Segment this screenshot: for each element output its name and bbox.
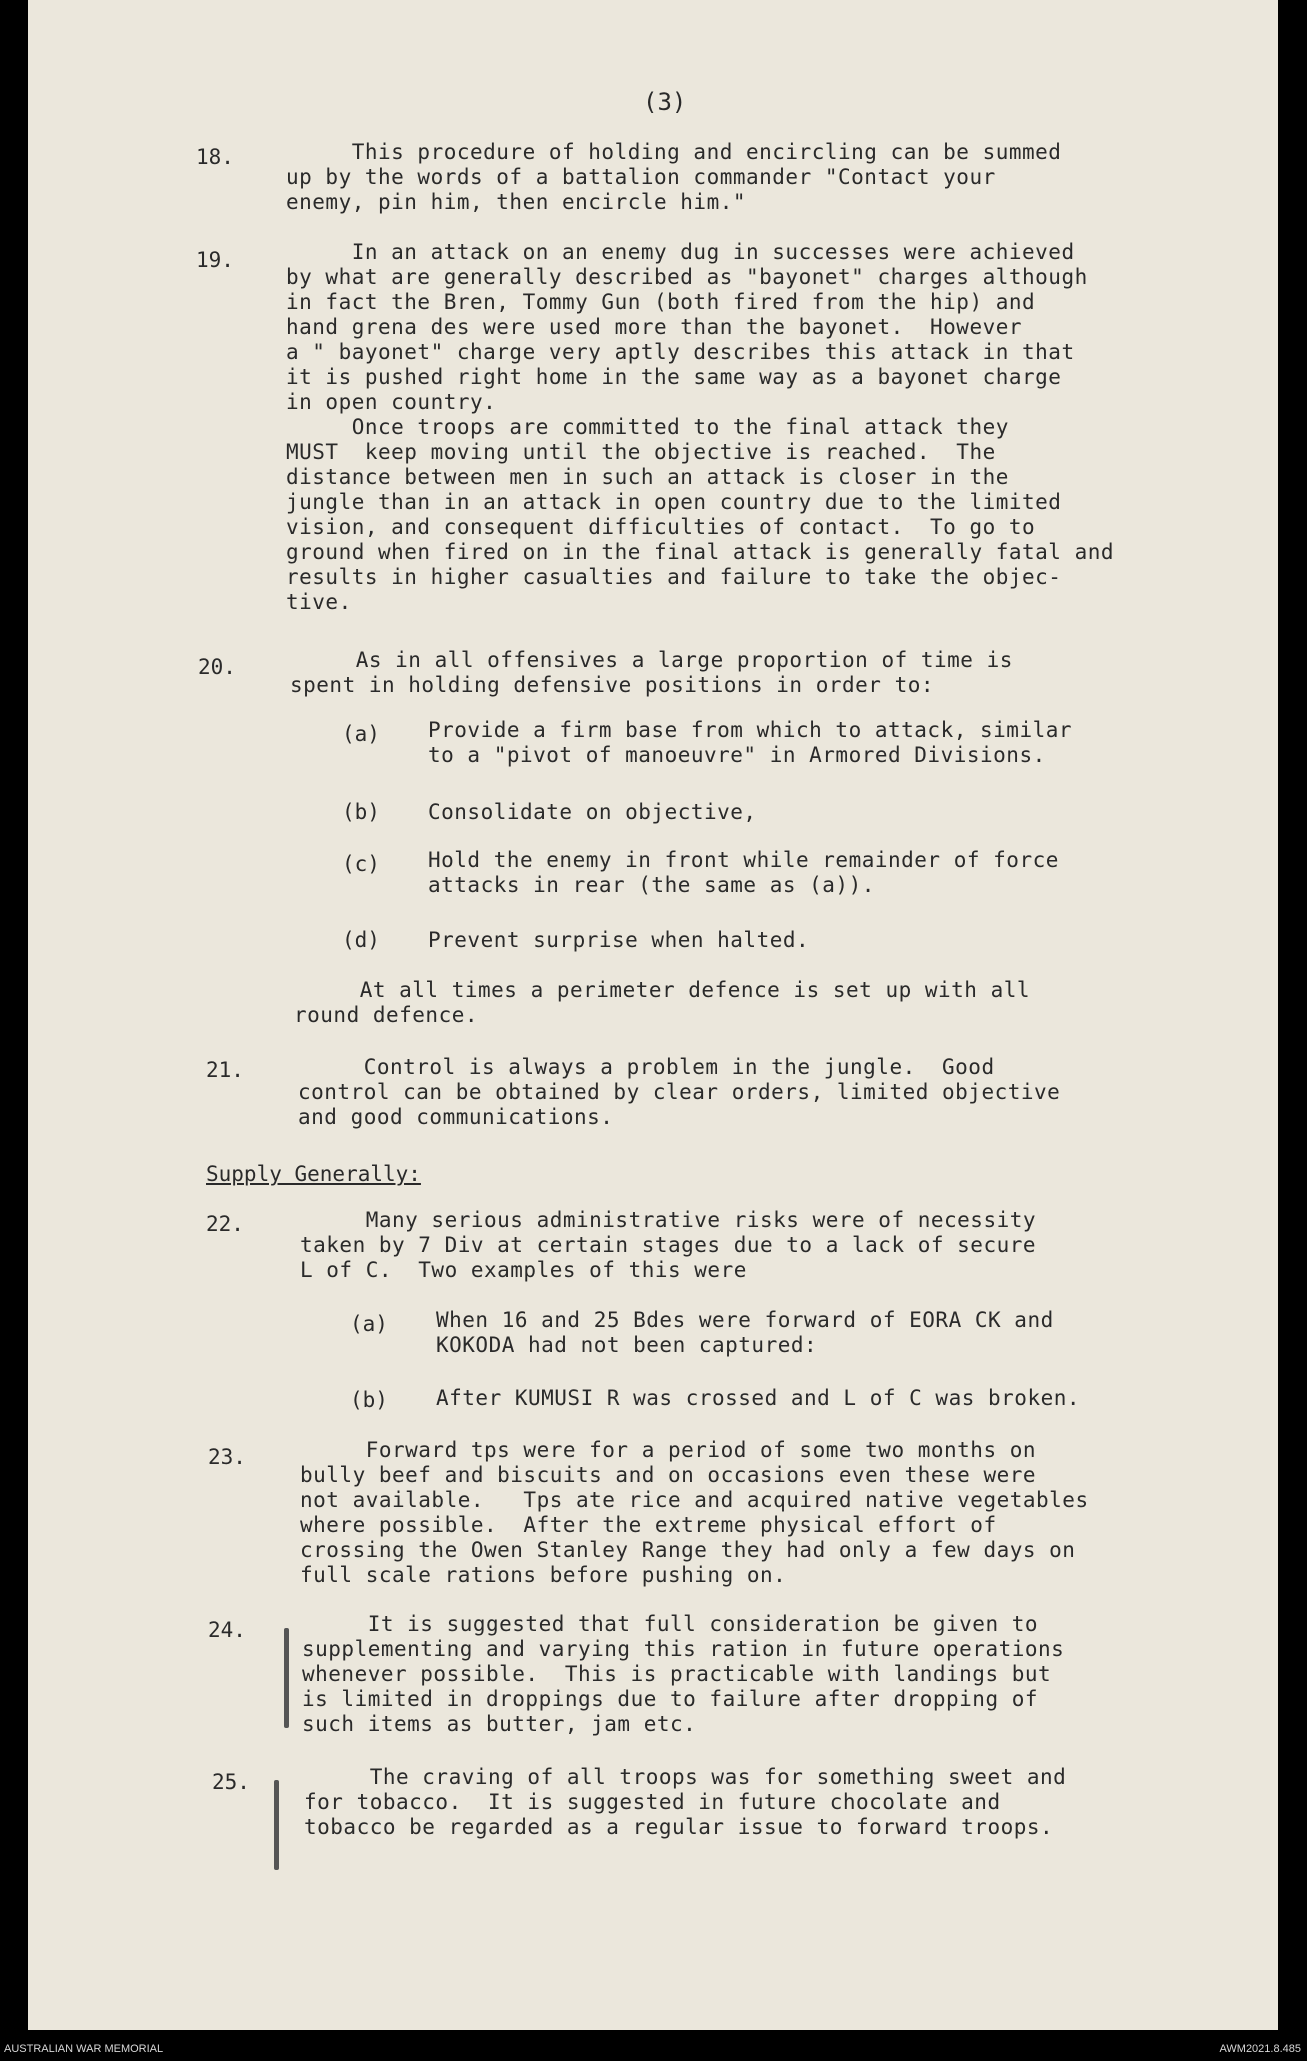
page-number: (3) bbox=[643, 88, 687, 116]
paragraph-number-23: 23. bbox=[208, 1445, 246, 1469]
paragraph-22: Many serious administrative risks were of necessity taken by 7 Div at certain stages due to a lack of secure L of C. Two examples of this were bbox=[300, 1208, 1037, 1282]
paragraph-number-20: 20. bbox=[198, 655, 236, 679]
paragraph-number-21: 21. bbox=[206, 1058, 244, 1082]
paragraph-number-19: 19. bbox=[196, 248, 234, 272]
paragraph-number-25: 25. bbox=[212, 1770, 250, 1794]
paragraph-18: This procedure of holding and encircling can be summed up by the words of a battalion commander "Contact your enemy, pin him, then encircle him." bbox=[286, 140, 1062, 214]
section-heading-supply: Supply Generally: bbox=[206, 1162, 421, 1186]
paragraph-24: It is suggested that full consideration be given to supplementing and varying this ration in future operations whenever possible. This is practicable with landings but is limited in droppings due to failure after dropping of such items as butter, jam etc. bbox=[302, 1612, 1065, 1736]
paragraph-20-continued: At all times a perimeter defence is set up with all round defence. bbox=[294, 978, 1031, 1027]
footer-institution: AUSTRALIAN WAR MEMORIAL bbox=[4, 2043, 164, 2055]
list-20-item-b: Consolidate on objective, bbox=[428, 800, 757, 824]
list-22-label-b: (b) bbox=[350, 1388, 388, 1412]
list-20-label-d: (d) bbox=[342, 928, 380, 952]
paragraph-number-18: 18. bbox=[196, 145, 234, 169]
list-20-label-b: (b) bbox=[342, 800, 380, 824]
margin-line-mark bbox=[274, 1780, 279, 1870]
list-22-label-a: (a) bbox=[350, 1312, 388, 1336]
list-20-label-a: (a) bbox=[342, 722, 380, 746]
document-page bbox=[28, 0, 1278, 2030]
list-20-label-c: (c) bbox=[342, 852, 380, 876]
footer-reference: AWM2021.8.485 bbox=[1219, 2043, 1301, 2055]
list-20-item-c: Hold the enemy in front while remainder of force attacks in rear (the same as (a)). bbox=[428, 848, 1059, 897]
list-22-item-b: After KUMUSI R was crossed and L of C was broken. bbox=[436, 1386, 1081, 1410]
paragraph-19: In an attack on an enemy dug in successes were achieved by what are generally described as "bayonet" charges although in fact the Bren, Tommy Gun (both fired from the hip) and hand grena des were used more than the bayonet. However a " bayonet" charge very aptly describes this attack in that it is pushed right home in the same way as a bayonet charge in open country. Once troops are committed to the final attack they MUST keep moving until the objective is reached. The distance between men in such an attack is closer in the jungle than in an attack in open country due to the limited vision, and consequent difficulties of contact. To go to ground when fired on in the final attack is generally fatal and results in higher casualties and failure to take the objec- tive. bbox=[286, 240, 1115, 614]
paragraph-25: The craving of all troops was for something sweet and for tobacco. It is suggested in future chocolate and tobacco be regarded as a regular issue to forward troops. bbox=[304, 1765, 1067, 1839]
margin-line-mark bbox=[284, 1628, 289, 1728]
paragraph-23: Forward tps were for a period of some two months on bully beef and biscuits and on occasions even these were not available. Tps ate rice and acquired native vegetables where possible. After the extreme physical effort of crossing the Owen Stanley Range they had only a few days on full scale rations before pushing on. bbox=[300, 1438, 1089, 1587]
paragraph-20: As in all offensives a large proportion of time is spent in holding defensive positions in order to: bbox=[290, 648, 1013, 697]
paragraph-21: Control is always a problem in the jungle. Good control can be obtained by clear orders, limited objective and good communications. bbox=[298, 1055, 1061, 1129]
paragraph-number-24: 24. bbox=[208, 1618, 246, 1642]
list-20-item-a: Provide a firm base from which to attack, similar to a "pivot of manoeuvre" in Armored Divisions. bbox=[428, 718, 1073, 767]
paragraph-number-22: 22. bbox=[206, 1212, 244, 1236]
list-20-item-d: Prevent surprise when halted. bbox=[428, 928, 810, 952]
list-22-item-a: When 16 and 25 Bdes were forward of EORA CK and KOKODA had not been captured: bbox=[436, 1308, 1054, 1357]
